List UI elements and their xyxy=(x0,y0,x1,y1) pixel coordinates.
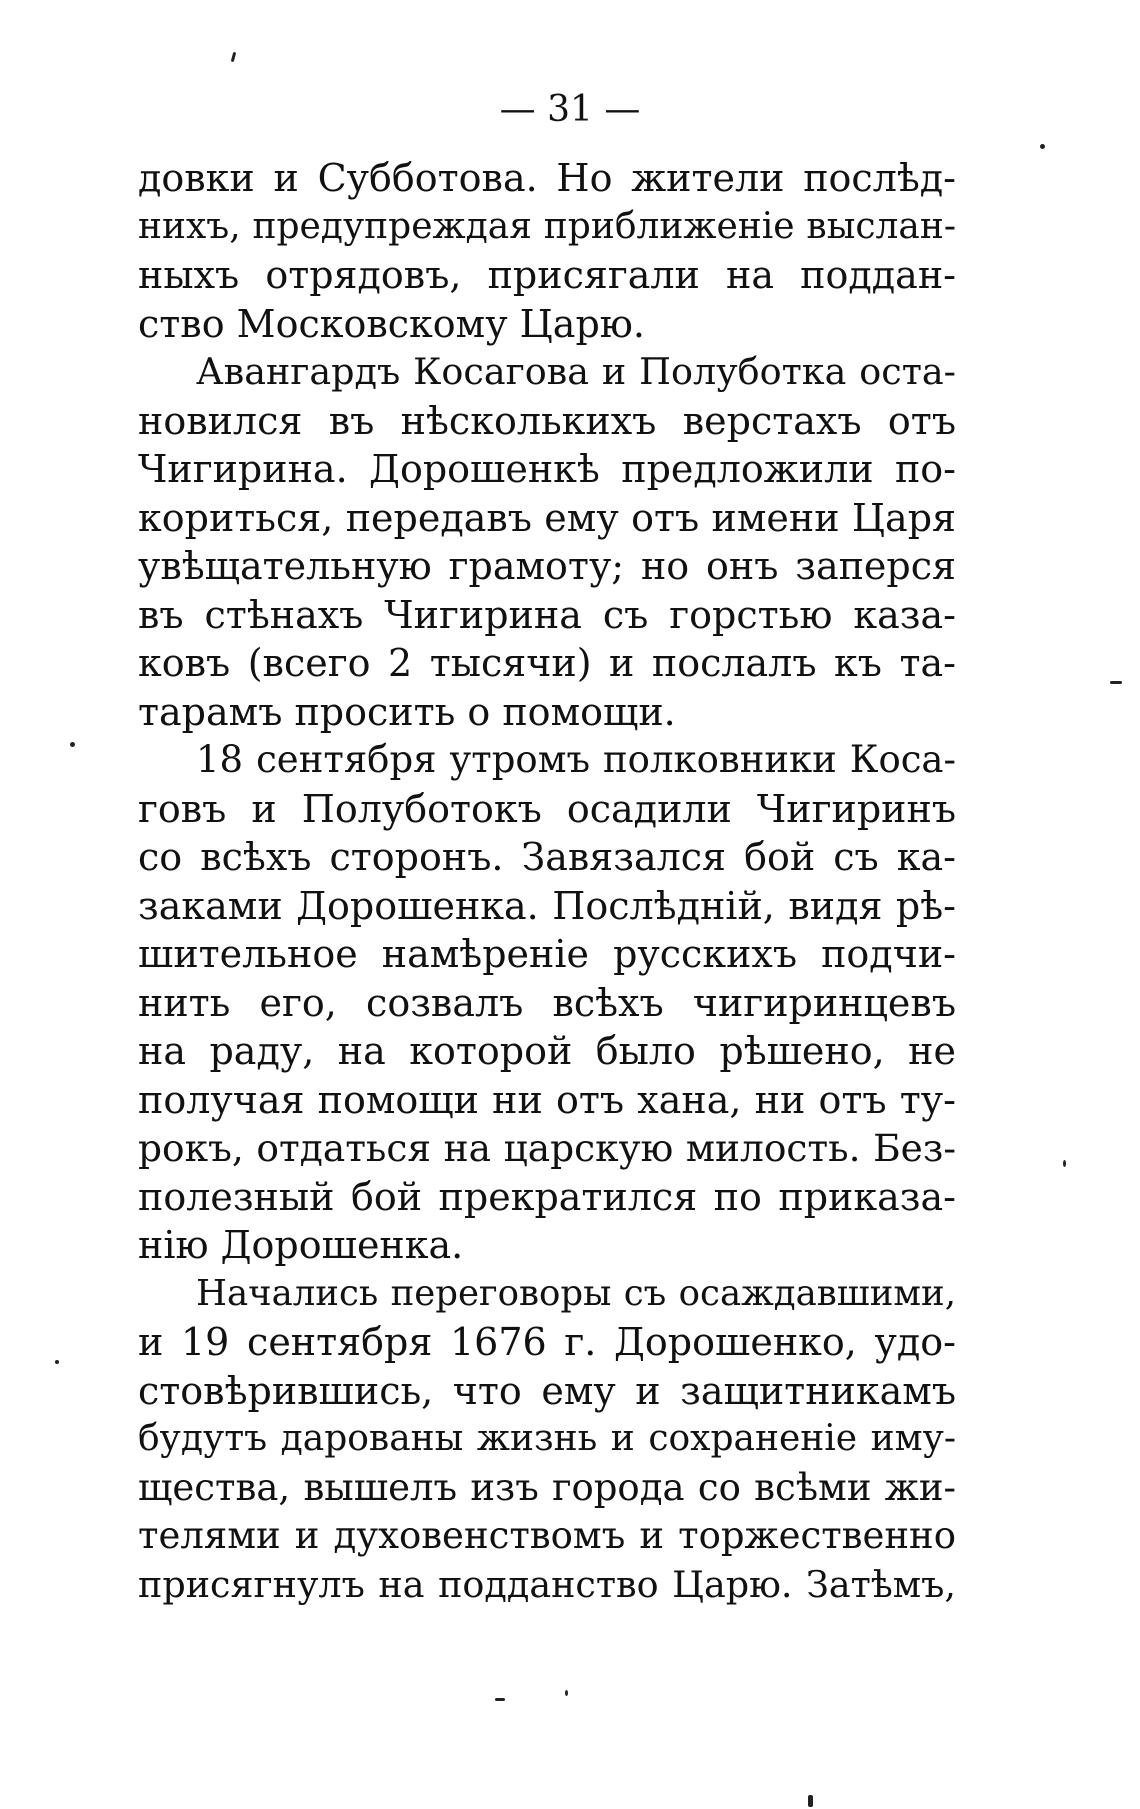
text-line: полезный бой прекратился по приказа- xyxy=(138,1174,956,1219)
text-line: и 19 сентября 1676 г. Дорошенко, удо- xyxy=(138,1320,956,1364)
text-line: новился въ нѣсколькихъ верстахъ отъ xyxy=(138,398,956,443)
text-line: Авангардъ Косагова и Полуботка оста- xyxy=(196,350,956,393)
text-line: Начались переговоры съ осаждавшими, xyxy=(196,1272,956,1314)
text-line: ство Московскому Царю. xyxy=(138,301,645,346)
scan-speck xyxy=(495,1698,505,1701)
body-text xyxy=(138,154,956,1609)
text-line: присягнулъ на подданство Царю. Затѣмъ, xyxy=(138,1562,956,1606)
scan-speck xyxy=(70,742,75,747)
scan-speck xyxy=(55,1360,59,1364)
text-line: щества, вышелъ изъ города со всѣми жи- xyxy=(138,1465,956,1509)
text-line: на раду, на которой было рѣшено, не xyxy=(138,1029,956,1073)
text-line: со всѣхъ сторонъ. Завязался бой съ ка- xyxy=(138,835,956,879)
text-line: ныхъ отрядовъ, присягали на поддан- xyxy=(138,253,956,297)
scan-speck xyxy=(808,1795,813,1807)
text-line: заками Дорошенка. Послѣднiй, видя рѣ- xyxy=(138,883,956,928)
text-line: стовѣрившись, что ему и защитникамъ xyxy=(138,1368,956,1413)
scan-speck xyxy=(1040,144,1045,149)
text-line: нихъ, предупреждая приближенiе выслан- xyxy=(138,205,956,247)
text-line: Чигирина. Дорошенкѣ предложили по- xyxy=(138,447,956,491)
text-line: нiю Дорошенка. xyxy=(138,1223,464,1267)
scan-speck xyxy=(565,1690,568,1696)
text-line: телями и духовенствомъ и торжественно xyxy=(138,1514,956,1557)
text-line: нить его, созвалъ всѣхъ чигиринцевъ xyxy=(138,980,956,1025)
text-line: рокъ, отдаться на царскую милость. Без- xyxy=(138,1126,956,1170)
text-line: увѣщательную грамоту; но онъ заперся xyxy=(138,544,956,588)
text-line: получая помощи ни отъ хана, ни отъ ту- xyxy=(138,1077,956,1122)
text-line: ковъ (всего 2 тысячи) и послалъ къ та- xyxy=(138,641,956,685)
text-line: довки и Субботова. Но жители послѣд- xyxy=(138,156,956,200)
text-line: кориться, передавъ ему отъ имени Царя xyxy=(138,495,956,540)
text-line: 18 сентября утромъ полковники Коса- xyxy=(196,738,956,781)
scan-speck xyxy=(1063,1160,1066,1167)
text-line: говъ и Полуботокъ осадили Чигиринъ xyxy=(138,786,956,831)
text-line: въ стѣнахъ Чигирина съ горстью каза- xyxy=(138,592,956,637)
text-line: тарамъ просить о помощи. xyxy=(138,689,676,734)
text-line: будутъ дарованы жизнь и сохраненiе иму- xyxy=(138,1418,956,1459)
scan-speck xyxy=(1110,681,1122,684)
text-line: шительное намѣренiе русскихъ подчи- xyxy=(138,932,956,976)
scan-speck xyxy=(231,52,236,62)
page-number: — 31 — xyxy=(499,89,641,130)
